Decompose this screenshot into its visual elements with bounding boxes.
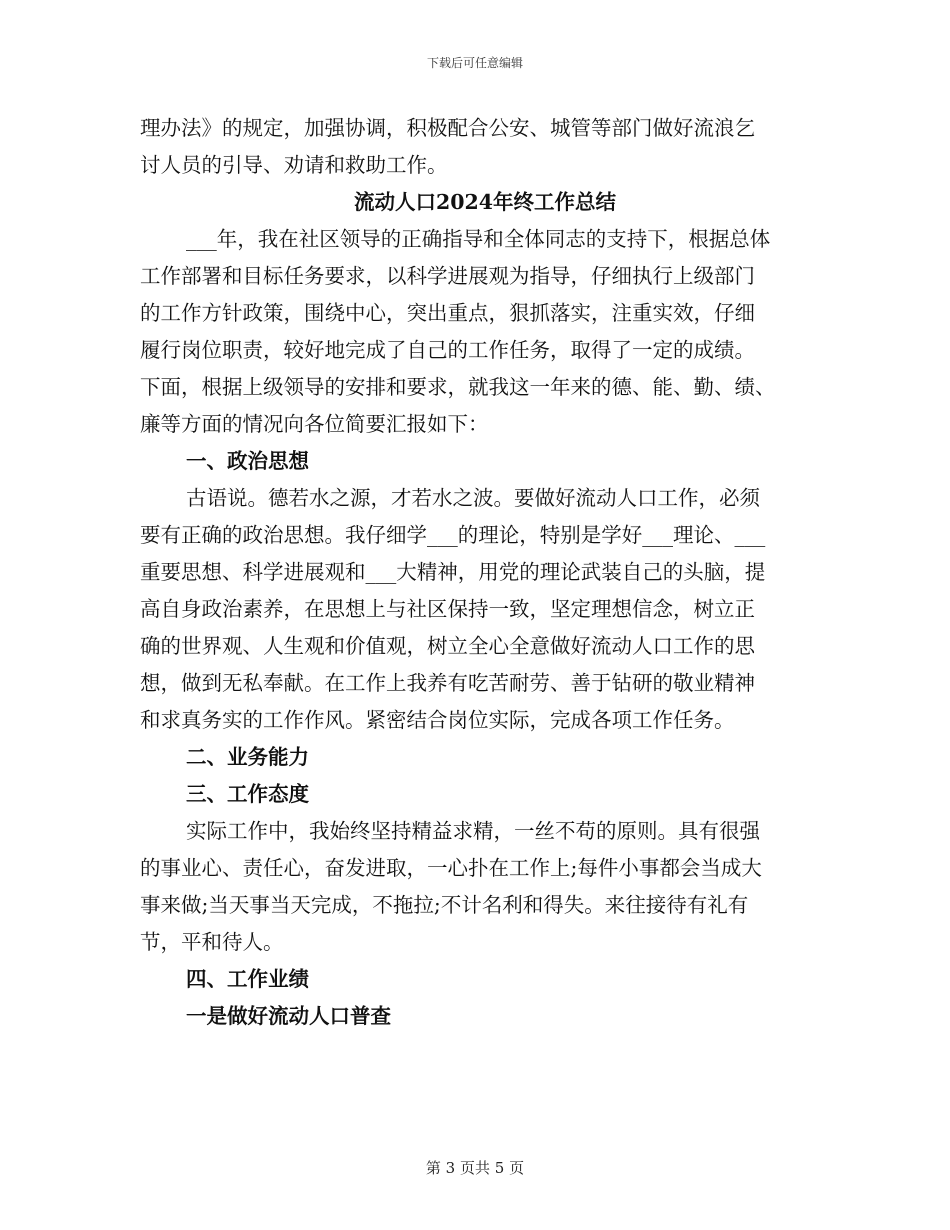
intro-line: 讨人员的引导、劝请和救助工作。 xyxy=(140,153,448,177)
section-heading: 二、业务能力 xyxy=(186,745,309,769)
paragraph-line: 确的世界观、人生观和价值观，树立全心全意做好流动人口工作的思 xyxy=(140,634,755,658)
page-footer: 第 3 页共 5 页 xyxy=(425,1159,525,1177)
page-header: 下载后可任意编辑 xyxy=(426,56,523,70)
paragraph-line: 履行岗位职责，较好地完成了自己的工作任务，取得了一定的成绩。 xyxy=(140,338,755,362)
intro-line: 理办法》的规定，加强协调，积极配合公安、城管等部门做好流浪乞 xyxy=(140,116,755,140)
document-body xyxy=(140,110,830,1035)
paragraph-line: 廉等方面的情况向各位简要汇报如下： xyxy=(140,412,489,436)
section-heading: 一、政治思想 xyxy=(186,449,309,473)
paragraph-line: 重要思想、科学进展观和___大精神，用党的理论武装自己的头脑，提 xyxy=(140,560,766,584)
paragraph-line: 想，做到无私奉献。在工作上我养有吃苦耐劳、善于钻研的敬业精神 xyxy=(140,671,755,695)
document-title: 流动人口2024年终工作总结 xyxy=(353,190,617,214)
paragraph-line: 古语说。德若水之源，才若水之波。要做好流动人口工作，必须 xyxy=(186,486,760,510)
paragraph-line: 实际工作中，我始终坚持精益求精，一丝不苟的原则。具有很强 xyxy=(186,819,760,843)
section-heading: 四、工作业绩 xyxy=(186,967,309,991)
paragraph-line: 节，平和待人。 xyxy=(140,930,284,954)
paragraph-line: 事来做;当天事当天完成，不拖拉;不计名利和得失。来往接待有礼有 xyxy=(140,893,749,917)
paragraph-line: ___年，我在社区领导的正确指导和全体同志的支持下，根据总体 xyxy=(186,227,771,251)
paragraph-line: 和求真务实的工作作风。紧密结合岗位实际，完成各项工作任务。 xyxy=(140,708,735,732)
section-heading: 三、工作态度 xyxy=(186,782,309,806)
paragraph-line: 高自身政治素养，在思想上与社区保持一致，坚定理想信念，树立正 xyxy=(140,597,755,621)
section-heading: 一是做好流动人口普查 xyxy=(186,1004,391,1028)
paragraph-line: 下面，根据上级领导的安排和要求，就我这一年来的德、能、勤、绩、 xyxy=(140,375,776,399)
paragraph-line: 工作部署和目标任务要求，以科学进展观为指导，仔细执行上级部门 xyxy=(140,264,755,288)
paragraph-line: 的工作方针政策，围绕中心，突出重点，狠抓落实，注重实效，仔细 xyxy=(140,301,755,325)
paragraph-line: 的事业心、责任心，奋发进取，一心扑在工作上;每件小事都会当成大 xyxy=(140,856,762,880)
paragraph-line: 要有正确的政治思想。我仔细学___的理论，特别是学好___理论、___ xyxy=(140,523,766,547)
